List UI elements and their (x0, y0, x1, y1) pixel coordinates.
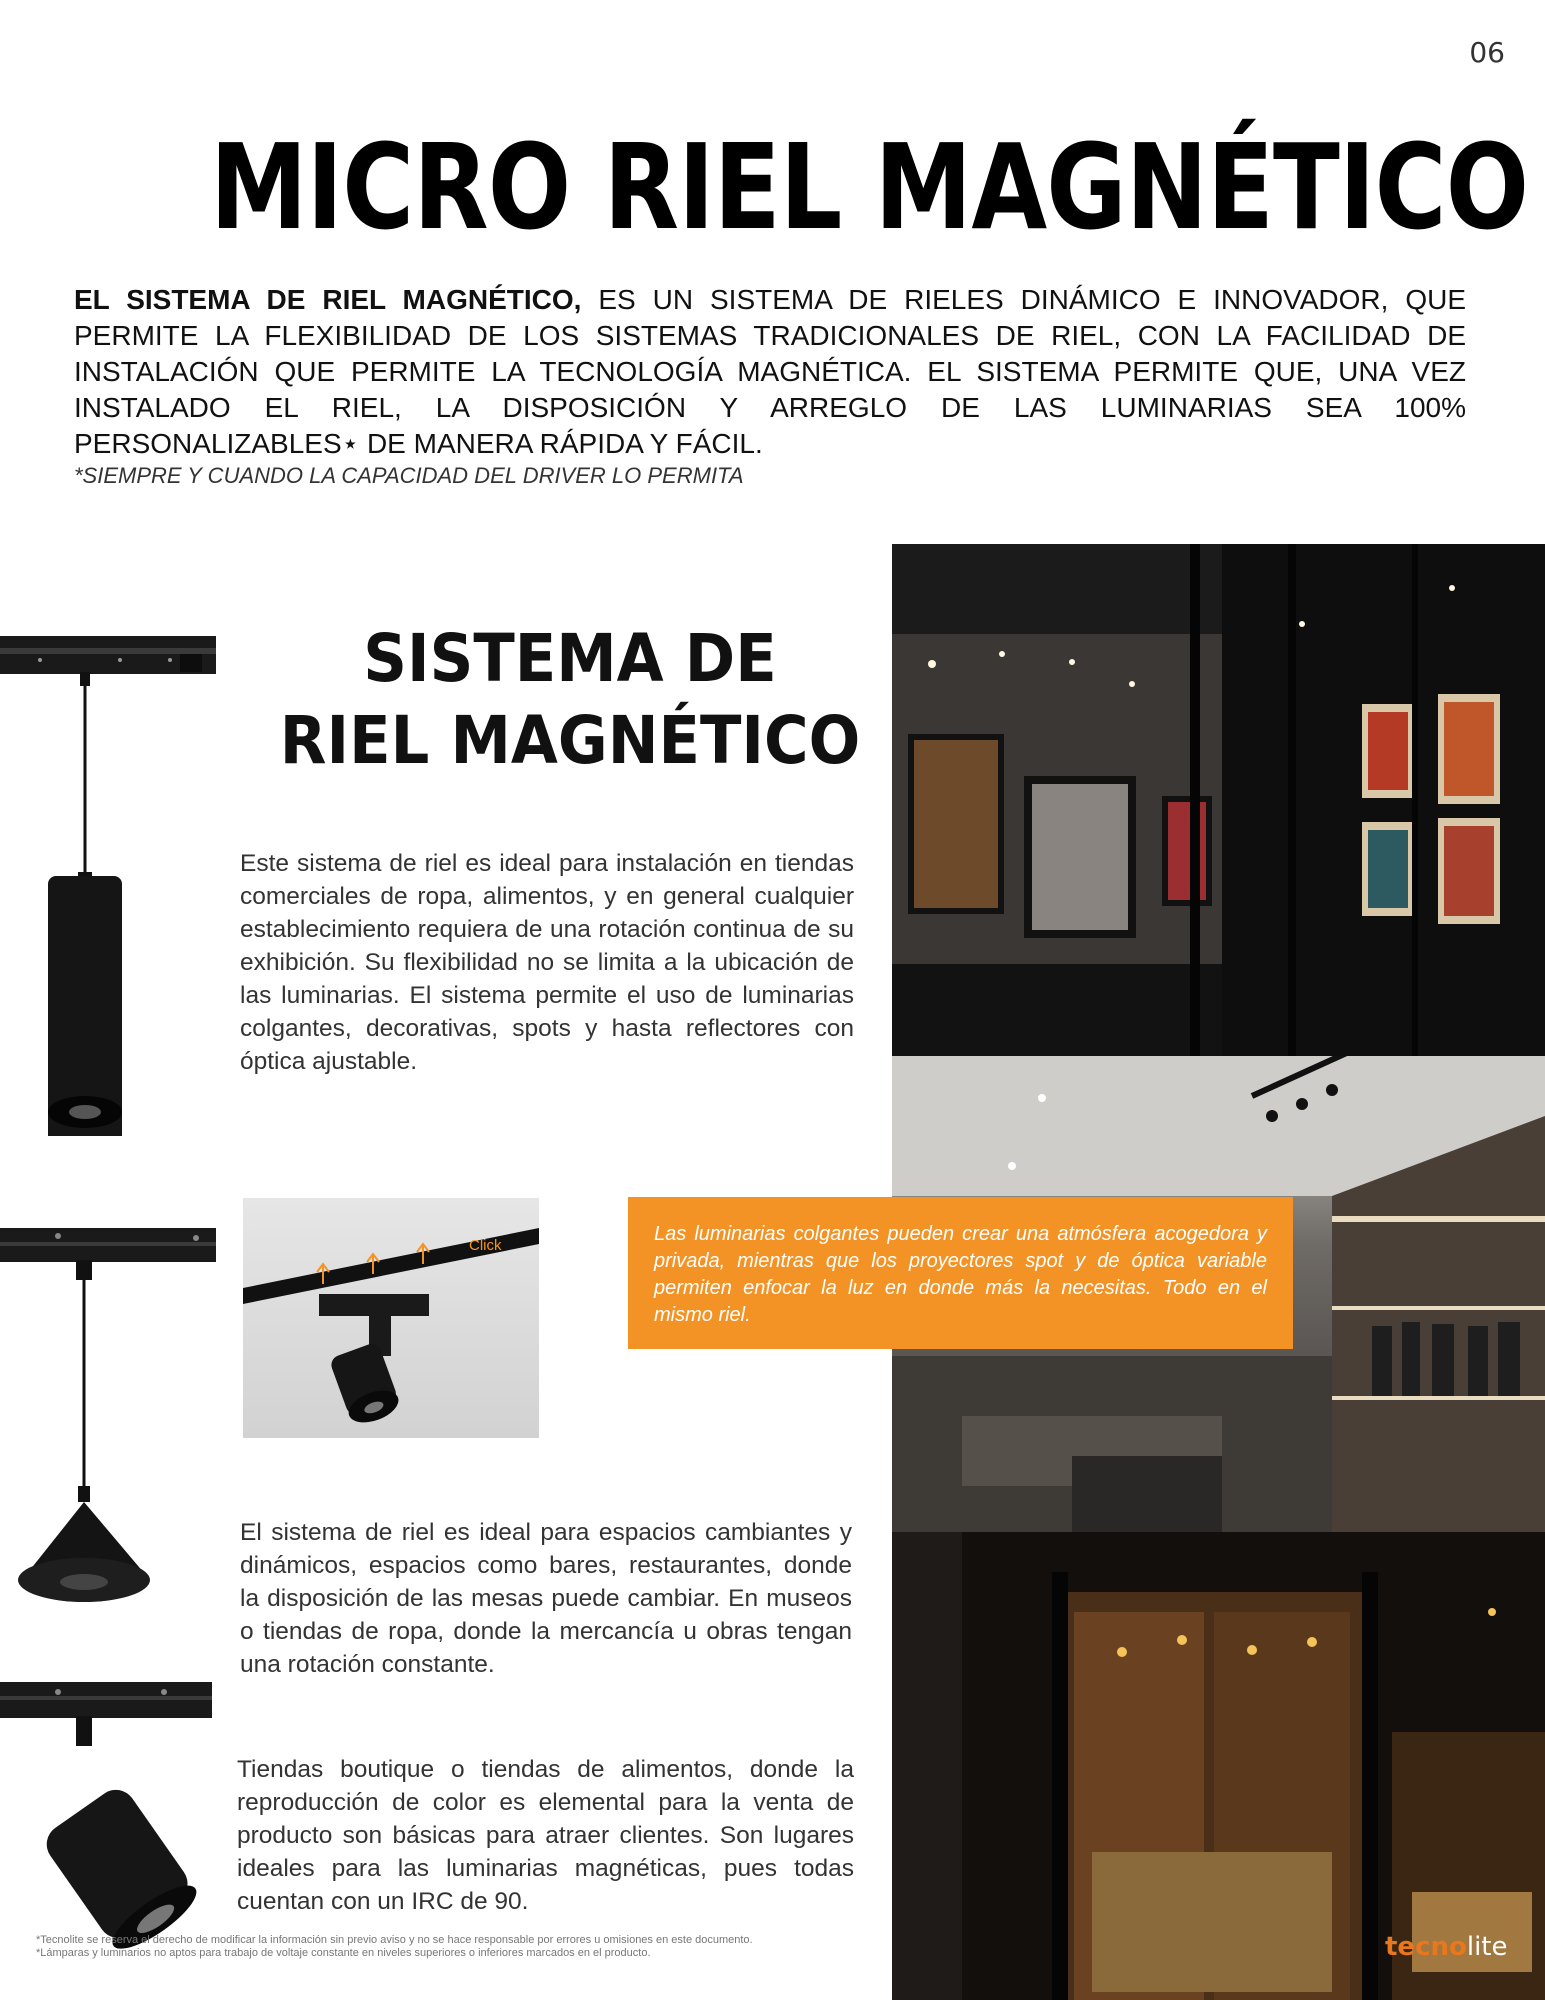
subtitle-line-2: RIEL MAGNÉTICO (279, 702, 861, 779)
section-paragraph-1: Este sistema de riel es ideal para instalación en tiendas comerciales de ropa, alimentos, y en general cualquier establecimiento requiera de una rotación continua de su exhibición. Su flexibilidad no se limita a la ubicación de las luminarias. El sistema permite el uso de luminarias colgantes, decorativas, spots y hasta reflectores con óptica ajustable. (240, 850, 854, 1075)
click-track-image (243, 1198, 539, 1438)
callout-box: Las luminarias colgantes pueden crear una atmósfera acogedora y privada, mientras que los proyectores spot y de óptica variable permiten enfocar la luz en donde más la necesitas. Todo en el mismo riel. (628, 1197, 1293, 1349)
click-label: Click (469, 1237, 502, 1254)
intro-paragraph (74, 282, 1466, 462)
subtitle-line-1: SISTEMA DE (363, 620, 777, 697)
intro-footnote: *SIEMPRE Y CUANDO LA CAPACIDAD DEL DRIVER LO PERMITA (74, 463, 744, 488)
disclaimer-line-2: *Lámparas y luminarios no aptos para trabajo de voltaje constante en niveles superiores o inferiores marcados en el producto. (36, 1947, 651, 1959)
page-title: MICRO RIEL MAGNÉTICO (210, 118, 1529, 256)
pendant-cone-image (0, 1224, 220, 1624)
boutique-photo (892, 1532, 1545, 2000)
brand-part-1: tecno (1385, 1932, 1467, 1962)
section-paragraph-3: Tiendas boutique o tiendas de alimentos, donde la reproducción de color es elemental para la venta de producto son básicas para atraer clientes. Son lugares ideales para las luminarias magnéticas, pues todas cuentan con un IRC de 90. (237, 1756, 854, 1915)
brand-part-2: lite (1466, 1932, 1508, 1962)
intro-lead: EL SISTEMA DE RIEL MAGNÉTICO, (74, 284, 582, 315)
section-subtitle (266, 618, 873, 782)
brand-logo (1385, 1932, 1508, 1962)
gallery-photo (892, 544, 1545, 1056)
disclaimer (36, 1934, 836, 1960)
disclaimer-line-1: *Tecnolite se reserva el derecho de modificar la información sin previo aviso y no se hace responsable por errores u omisiones en este documento. (36, 1934, 753, 1946)
pendant-cylinder-image (0, 636, 220, 1136)
section-paragraph-2: El sistema de riel es ideal para espacios cambiantes y dinámicos, espacios como bares, restaurantes, donde la disposición de las mesas puede cambiar. En museos o tiendas de ropa, donde la mercancía u obras tengan una rotación constante. (240, 1519, 852, 1678)
page-number: 06 (1469, 36, 1505, 69)
intro-body: ES UN SISTEMA DE RIELES DINÁMICO E INNOVADOR, QUE PERMITE LA FLEXIBILIDAD DE LOS SISTEMAS TRADICIONALES DE RIEL, CON LA FACILIDAD DE INSTALACIÓN QUE PERMITE LA TECNOLOGÍA MAGNÉTICA. EL SISTEMA PERMITE QUE, UNA VEZ INSTALADO EL RIEL, LA DISPOSICIÓN Y ARREGLO DE LAS LUMINARIAS SEA 100% PERSONALIZABLES⋆ DE MANERA RÁPIDA Y FÁCIL. (74, 284, 1467, 459)
